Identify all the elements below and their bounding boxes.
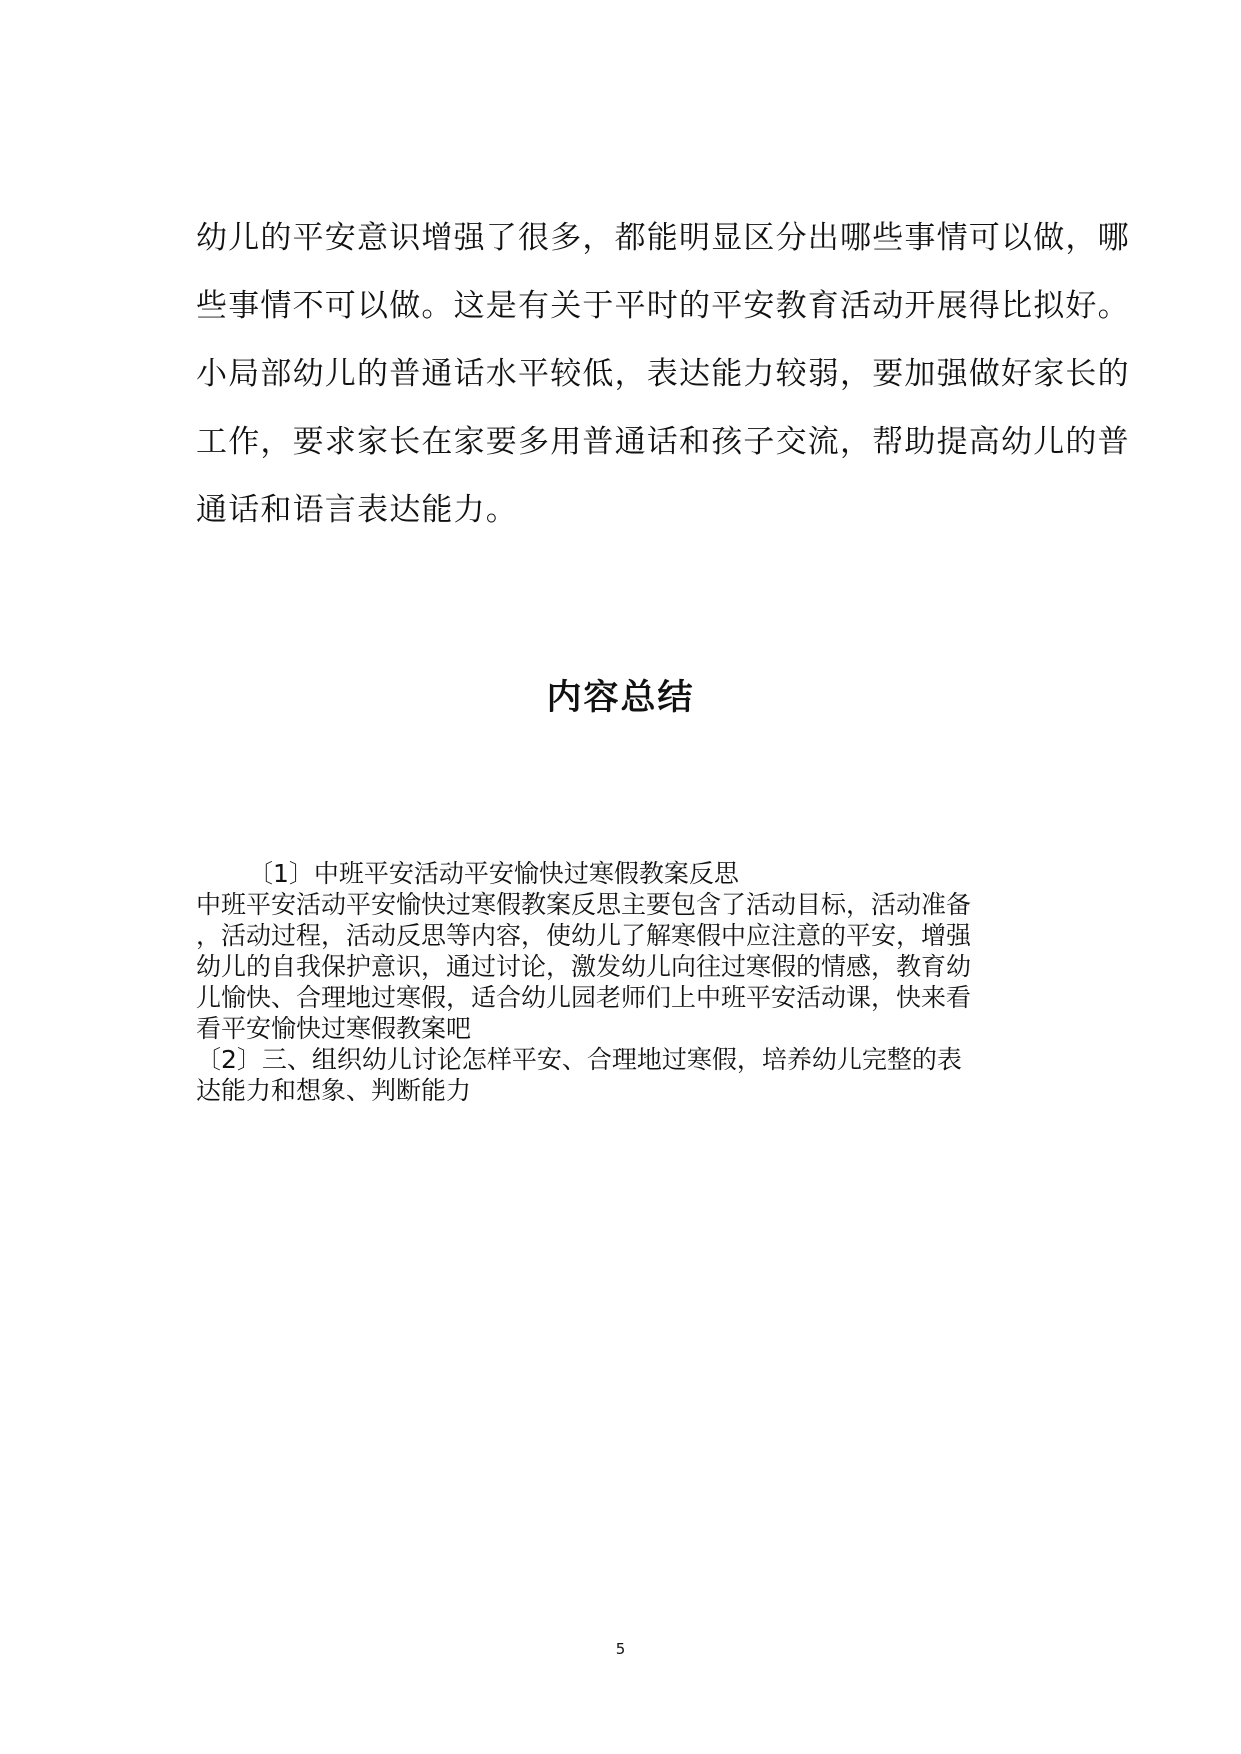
body-line: 工作，要求家长在家要多用普通话和孩子交流，帮助提高幼儿的普 [196, 424, 1130, 460]
summary-heading: 内容总结 [546, 678, 695, 718]
page-number: 5 [615, 1640, 626, 1658]
summary-text [196, 858, 1056, 1106]
summary-line: 看平安愉快过寒假教案吧 [196, 1014, 472, 1043]
body-line: 小局部幼儿的普通话水平较低，表达能力较弱，要加强做好家长的 [196, 356, 1130, 392]
summary-item-1-heading: 〔1〕中班平安活动平安愉快过寒假教案反思 [248, 859, 739, 888]
body-paragraph [196, 218, 1130, 558]
body-line: 些事情不可以做。这是有关于平时的平安教育活动开展得比拟好。 [196, 288, 1130, 324]
summary-line: 儿愉快、合理地过寒假，适合幼儿园老师们上中班平安活动课，快来看 [196, 983, 972, 1012]
body-line: 通话和语言表达能力。 [196, 492, 518, 528]
summary-item-2: 〔2〕三、组织幼儿讨论怎样平安、合理地过寒假，培养幼儿完整的表 [196, 1045, 962, 1074]
summary-line: ，活动过程，活动反思等内容，使幼儿了解寒假中应注意的平安，增强 [196, 921, 972, 950]
summary-line: 中班平安活动平安愉快过寒假教案反思主要包含了活动目标，活动准备 [196, 890, 972, 919]
summary-line: 达能力和想象、判断能力 [196, 1076, 472, 1105]
summary-line: 幼儿的自我保护意识，通过讨论，激发幼儿向往过寒假的情感，教育幼 [196, 952, 972, 981]
body-line: 幼儿的平安意识增强了很多，都能明显区分出哪些事情可以做，哪 [196, 220, 1130, 256]
